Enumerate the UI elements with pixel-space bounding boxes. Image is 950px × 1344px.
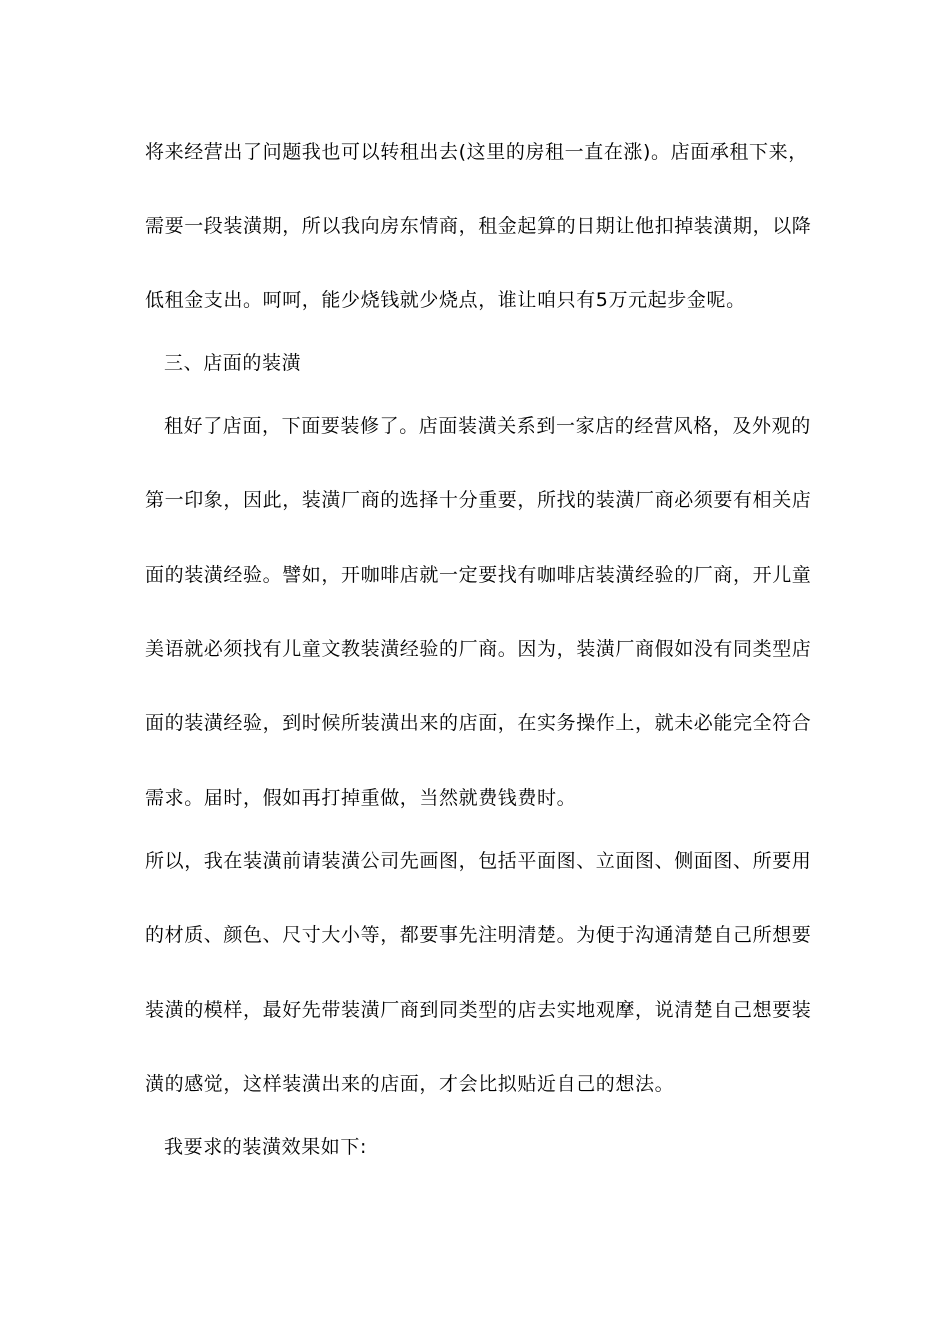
text-line: 装潢的模样，最好先带装潢厂商到同类型的店去实地观摩，说清楚自己想要装 <box>145 999 812 1021</box>
text-line: 需要一段装潢期，所以我向房东情商，租金起算的日期让他扣掉装潢期，以降 <box>145 215 812 237</box>
text-line: 潢的感觉，这样装潢出来的店面，才会比拟贴近自己的想法。 <box>145 1073 675 1095</box>
text-line: 我要求的装潢效果如下: <box>164 1136 368 1158</box>
text-line: 面的装潢经验。譬如，开咖啡店就一定要找有咖啡店装潢经验的厂商，开儿童 <box>145 564 812 586</box>
section-heading: 三、店面的装潢 <box>164 352 302 374</box>
text-line: 美语就必须找有儿童文教装潢经验的厂商。因为，装潢厂商假如没有同类型店 <box>145 638 812 660</box>
text-line: 的材质、颜色、尺寸大小等，都要事先注明清楚。为便于沟通清楚自己所想要 <box>145 924 812 946</box>
text-line: 需求。届时，假如再打掉重做，当然就费钱费时。 <box>145 787 577 809</box>
text-line: 将来经营出了问题我也可以转租出去(这里的房租一直在涨)。店面承租下来， <box>145 141 808 163</box>
text-line: 第一印象，因此，装潢厂商的选择十分重要，所找的装潢厂商必须要有相关店 <box>145 489 812 511</box>
text-line: 面的装潢经验，到时候所装潢出来的店面，在实务操作上，就未必能完全符合 <box>145 712 812 734</box>
text-line: 租好了店面，下面要装修了。店面装潢关系到一家店的经营风格，及外观的 <box>164 415 811 437</box>
text-line: 所以，我在装潢前请装潢公司先画图，包括平面图、立面图、侧面图、所要用 <box>145 850 812 872</box>
text-line: 低租金支出。呵呵，能少烧钱就少烧点，谁让咱只有5万元起步金呢。 <box>145 289 746 311</box>
